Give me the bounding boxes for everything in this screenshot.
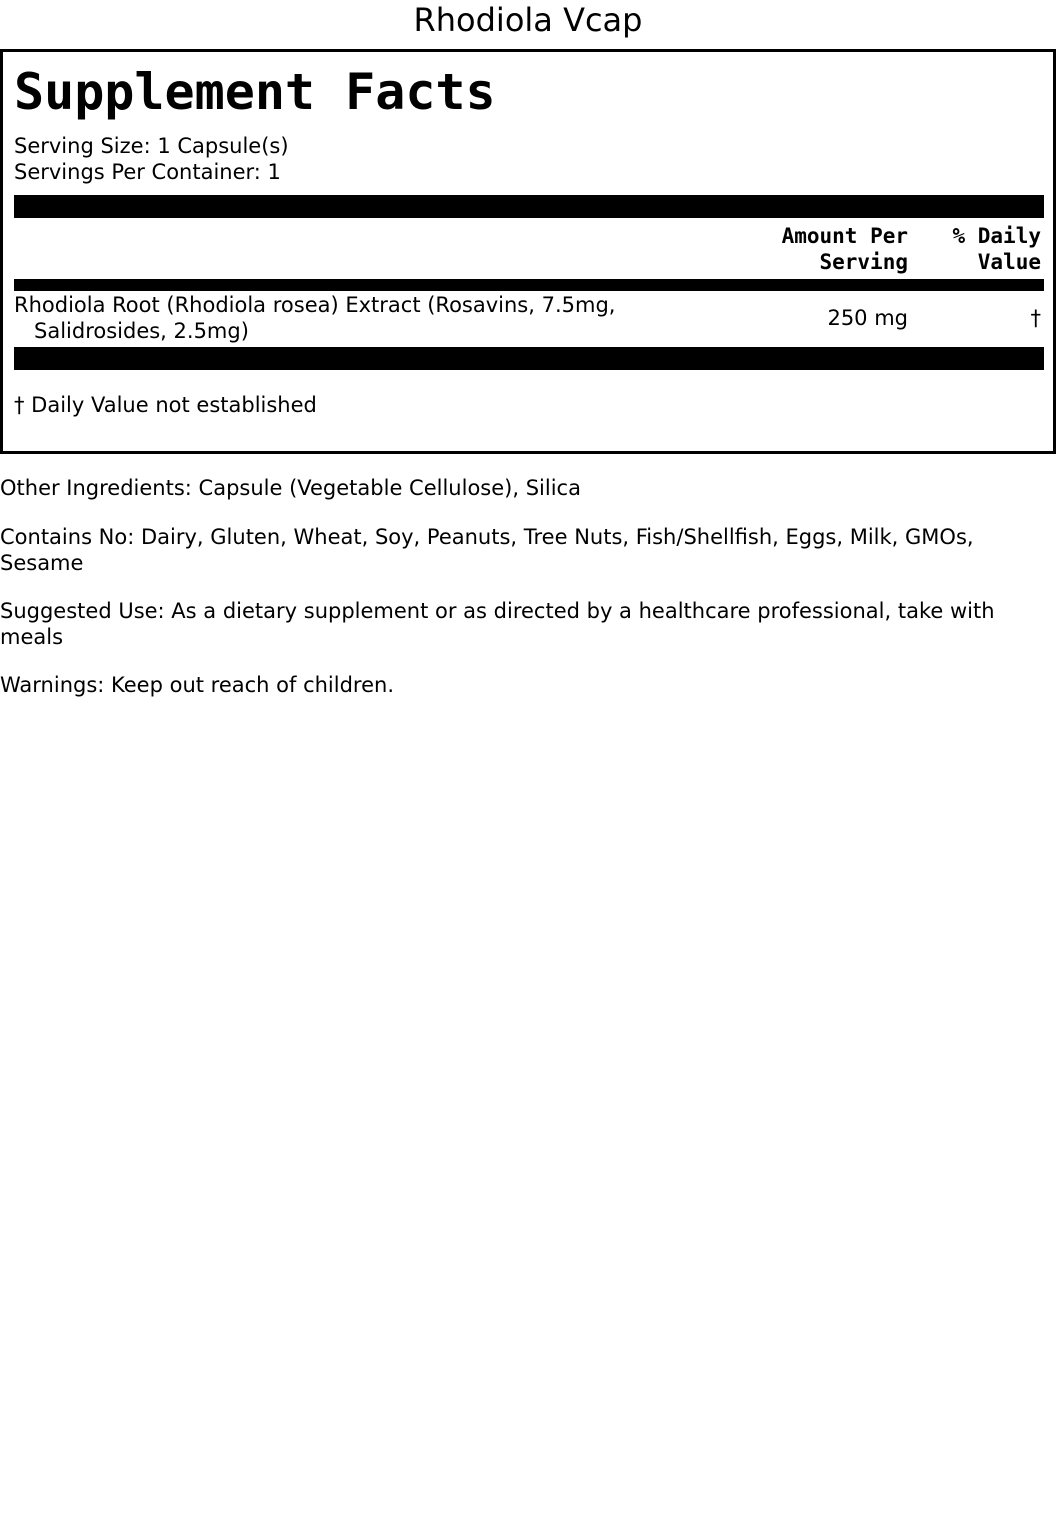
thick-divider-top <box>14 195 1044 218</box>
warnings: Warnings: Keep out reach of children. <box>0 673 395 697</box>
other-ingredients: Other Ingredients: Capsule (Vegetable Cellulose), Silica <box>0 476 581 500</box>
serving-size: Serving Size: 1 Capsule(s) <box>14 134 289 158</box>
servings-per-container: Servings Per Container: 1 <box>14 160 281 184</box>
suggested-use: Suggested Use: As a dietary supplement or as directed by a healthcare professional, take with meals <box>0 599 995 649</box>
amount-per-serving-header: Amount Per Serving <box>781 224 908 274</box>
medium-divider <box>14 279 1044 291</box>
daily-value-header: % Daily Value <box>952 224 1041 274</box>
product-title: Rhodiola Vcap <box>413 1 643 39</box>
ingredient-name: Rhodiola Root (Rhodiola rosea) Extract (Rosavins, 7.5mg, Salidrosides, 2.5mg) <box>14 293 616 343</box>
ingredient-daily-value: † <box>1030 306 1041 330</box>
supplement-facts-heading: Supplement Facts <box>14 63 496 121</box>
supplement-facts-panel <box>0 49 1056 454</box>
ingredient-amount: 250 mg <box>827 306 908 330</box>
contains-no: Contains No: Dairy, Gluten, Wheat, Soy, Peanuts, Tree Nuts, Fish/Shellfish, Eggs, Milk, GMOs, Sesame <box>0 525 974 575</box>
daily-value-footnote: † Daily Value not established <box>14 393 317 417</box>
thick-divider-bottom <box>14 347 1044 370</box>
